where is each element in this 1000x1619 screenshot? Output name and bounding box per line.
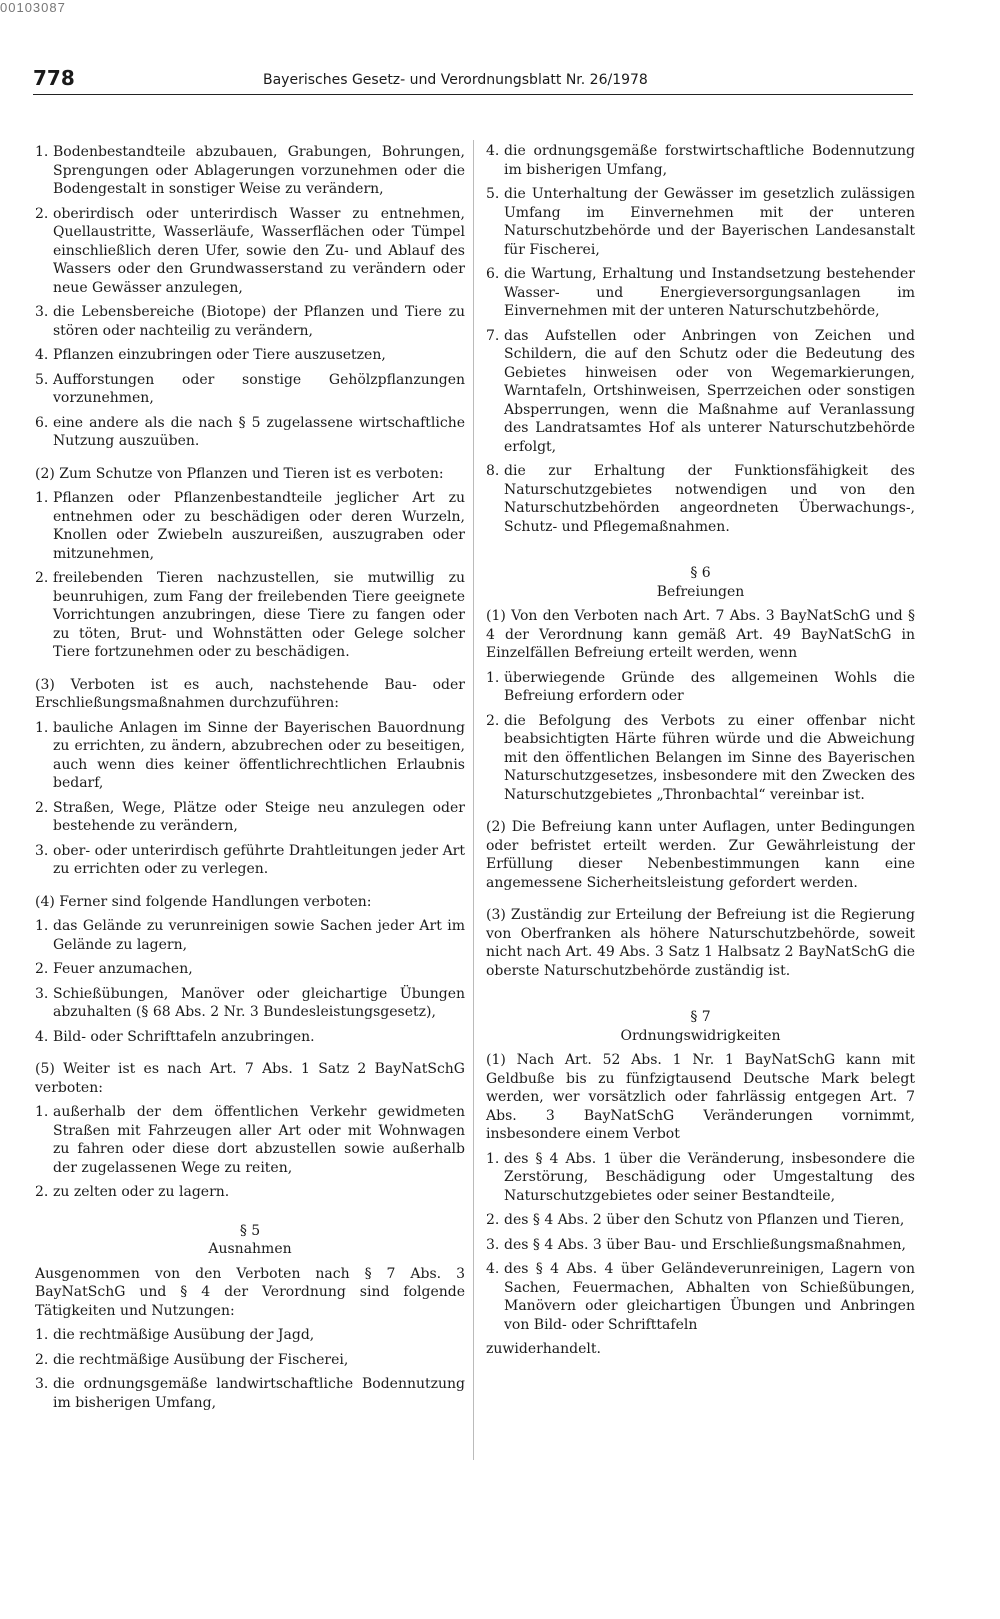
section-6-title: Befreiungen (656, 583, 745, 600)
list-section6 (486, 669, 915, 805)
page-header (33, 62, 913, 95)
list-item: 2. des § 4 Abs. 2 über den Schutz von Pflanzen und Tieren, (486, 1212, 905, 1228)
list-item: 4. Pflanzen einzubringen oder Tiere auszusetzen, (35, 347, 386, 363)
list-section7 (486, 1150, 915, 1335)
list-section4-para5 (35, 1103, 465, 1202)
section-6-heading: § 6 (690, 565, 711, 581)
list-item: 1. das Gelände zu verunreinigen sowie Sachen jeder Art im Gelände zu lagern, (35, 918, 465, 953)
section-5-intro: Ausgenommen von den Verboten nach § 7 Abs. 3 BayNatSchG und § 4 der Verordnung sind folgende Tätigkeiten und Nutzungen: (35, 1265, 465, 1319)
running-title: Bayerisches Gesetz- und Verordnungsblatt Nr. 26/1978 (263, 72, 648, 88)
paragraph-3: (3) Verboten ist es auch, nachstehende Bau- oder Erschließungsmaßnahmen durchzuführen: (35, 676, 465, 711)
list-item: 4. Bild- oder Schrifttafeln anzubringen. (35, 1028, 315, 1045)
list-item: 3. die ordnungsgemäße landwirtschaftliche Bodennutzung im bisherigen Umfang, (35, 1376, 465, 1411)
list-item: 6. eine andere als die nach § 5 zugelassene wirtschaftliche Nutzung auszuüben. (35, 414, 465, 449)
list-item: 8. die zur Erhaltung der Funktionsfähigkeit des Naturschutzgebietes notwendigen und von den Naturschutzbehörden angeordneten Überwachungs-, Schutz- und Pflegemaßnahmen. (486, 463, 915, 535)
list-item: 1. Bodenbestandteile abzubauen, Grabungen, Bohrungen, Sprengungen oder Ablagerungen vorzunehmen oder die Bodengestalt in sonstiger Weise zu verändern, (35, 144, 465, 197)
list-section5-right (486, 142, 915, 536)
list-item: 4. des § 4 Abs. 4 über Geländeverunreinigen, Lagern von Sachen, Feuermachen, Abhalten von Schießübungen, Manövern oder gleichartigen Übungen und Anbringen von Bild- oder Schrifttafeln (486, 1261, 915, 1333)
list-section4-para1 (35, 143, 465, 451)
paragraph-5: (5) Weiter ist es nach Art. 7 Abs. 1 Satz 2 BayNatSchG verboten: (35, 1061, 465, 1096)
list-item: 5. die Unterhaltung der Gewässer im gesetzlich zulässigen Umfang im Einvernehmen mit der unteren Naturschutzbehörde und der Bayerischen Landesanstalt für Fischerei, (486, 186, 915, 258)
list-item: 2. die Befolgung des Verbots zu einer offenbar nicht beabsichtigten Härte führen würde und die Abweichung mit den öffentlichen Belangen im Sinne des Bayerischen Naturschutzgesetzes, insbesondere mit den Zwecken des Naturschutzgebietes „Thronbachtal“ vereinbar ist. (486, 712, 915, 803)
list-item: 7. das Aufstellen oder Anbringen von Zeichen und Schildern, die auf den Schutz oder die Bedeutung des Gebietes hinweisen oder von Wegemarkierungen, Warntafeln, Ortshinweisen, Sperrzeichen oder sonstigen Absperrungen, wenn die Maßnahme auf Veranlassung des Landratsamtes Hof als unterer Naturschutzbehörde erfolgt, (486, 327, 915, 455)
list-item: 6. die Wartung, Erhaltung und Instandsetzung bestehender Wasser- und Energieversorgungsanlagen im Einvernehmen mit der unteren Naturschutzbehörde, (486, 266, 915, 319)
section-7-paragraph-1: (1) Nach Art. 52 Abs. 1 Nr. 1 BayNatSchG kann mit Geldbuße bis zu fünfzigtausend Deutsche Mark belegt werden, wer vorsätzlich oder fahrlässig entgegen Art. 7 Abs. 3 BayNatSchG Veränderungen vornimmt, insbesondere einem Verbot (486, 1052, 915, 1142)
list-section5-left (35, 1326, 465, 1412)
column-divider (473, 140, 474, 1460)
section-6-paragraph-2: (2) Die Befreiung kann unter Auflagen, unter Bedingungen oder befristet erteilt werden. Zur Gewährleistung der Erfüllung dieser Nebenbestimmungen kann eine angemessene Sicherheitsleistung gefordert werden. (486, 819, 915, 891)
list-item: 1. Pflanzen oder Pflanzenbestandteile jeglicher Art zu entnehmen oder zu beschädigen oder deren Wurzeln, Knollen oder Zwiebeln auszureißen, auszugraben oder mitzunehmen, (35, 490, 465, 562)
list-item: 1. bauliche Anlagen im Sinne der Bayerischen Bauordnung zu errichten, zu ändern, abzubrechen oder zu beseitigen, auch wenn dies keiner öffentlichrechtlichen Erlaubnis bedarf, (35, 719, 465, 791)
list-item: 1. die rechtmäßige Ausübung der Jagd, (35, 1327, 315, 1343)
list-item: 3. ober- oder unterirdisch geführte Drahtleitungen jeder Art zu errichten oder zu verlegen. (35, 842, 465, 877)
list-item: 3. die Lebensbereiche (Biotope) der Pflanzen und Tiere zu stören oder nachteilig zu verändern, (35, 304, 465, 339)
list-item: 2. Feuer anzumachen, (35, 961, 193, 977)
section-7-closing: zuwiderhandelt. (486, 1341, 601, 1357)
page-number: 778 (33, 66, 75, 90)
section-5-heading: § 5 (239, 1222, 261, 1239)
list-item: 1. des § 4 Abs. 1 über die Veränderung, insbesondere die Zerstörung, Beschädigung oder Umgestaltung des Naturschutzgebietes oder seiner Bestandteile, (486, 1150, 915, 1204)
list-item: 4. die ordnungsgemäße forstwirtschaftliche Bodennutzung im bisherigen Umfang, (486, 143, 915, 178)
list-section4-para4 (35, 917, 465, 1046)
archive-mark: 00103087 (0, 0, 66, 15)
list-section4-para2 (35, 489, 465, 662)
list-section4-para3 (35, 719, 465, 879)
list-item: 2. Straßen, Wege, Plätze oder Steige neu anzulegen oder bestehende zu verändern, (35, 799, 465, 834)
paragraph-4: (4) Ferner sind folgende Handlungen verboten: (35, 893, 372, 910)
list-item: 2. die rechtmäßige Ausübung der Fischerei, (35, 1351, 349, 1368)
section-7-heading: § 7 (690, 1009, 711, 1025)
list-item: 2. freilebenden Tieren nachzustellen, sie mutwillig zu beunruhigen, zum Fang der freilebenden Tiere geeignete Vorrichtungen anzubringen, diese Tiere zu fangen oder zu töten, Brut- und Wohnstätten oder Gelege solcher Tiere fortzunehmen oder zu beschädigen. (35, 570, 465, 660)
section-6-paragraph-3: (3) Zuständig zur Erteilung der Befreiung ist die Regierung von Oberfranken als höhere Naturschutzbehörde, soweit nicht nach Art. 49 Abs. 3 Satz 1 Halbsatz 2 BayNatSchG die oberste Naturschutzbehörde zuständig ist. (486, 907, 915, 979)
list-item: 5. Aufforstungen oder sonstige Gehölzpflanzungen vorzunehmen, (35, 371, 465, 406)
list-item: 1. überwiegende Gründe des allgemeinen Wohls die Befreiung erfordern oder (486, 669, 915, 704)
section-5-title: Ausnahmen (208, 1241, 292, 1257)
list-item: 3. Schießübungen, Manöver oder gleichartige Übungen abzuhalten (§ 68 Abs. 2 Nr. 3 Bundesleistungsgesetz), (35, 985, 465, 1020)
list-item: 1. außerhalb der dem öffentlichen Verkehr gewidmeten Straßen mit Fahrzeugen aller Art oder mit Wohnwagen zu fahren oder diese dort abzustellen sowie außerhalb der zugelassenen Wege zu reiten, (35, 1104, 465, 1176)
right-column (486, 142, 915, 1365)
section-7-title: Ordnungswidrigkeiten (620, 1027, 781, 1044)
list-item: 2. zu zelten oder zu lagern. (35, 1184, 230, 1200)
left-column (35, 143, 465, 1418)
paragraph-2: (2) Zum Schutze von Pflanzen und Tieren ist es verboten: (35, 465, 444, 482)
section-6-paragraph-1: (1) Von den Verboten nach Art. 7 Abs. 3 BayNatSchG und § 4 der Verordnung kann gemäß Art. 49 BayNatSchG in Einzelfällen Befreiung erteilt werden, wenn (486, 608, 915, 661)
list-item: 3. des § 4 Abs. 3 über Bau- und Erschließungsmaßnahmen, (486, 1236, 906, 1253)
list-item: 2. oberirdisch oder unterirdisch Wasser zu entnehmen, Quellaustritte, Wasserläufe, Wasserflächen oder Tümpel einschließlich deren Ufer, sowie den Zu- und Ablauf des Wassers oder den Grundwasserstand zu verändern oder neue Gewässer anzulegen, (35, 205, 465, 296)
